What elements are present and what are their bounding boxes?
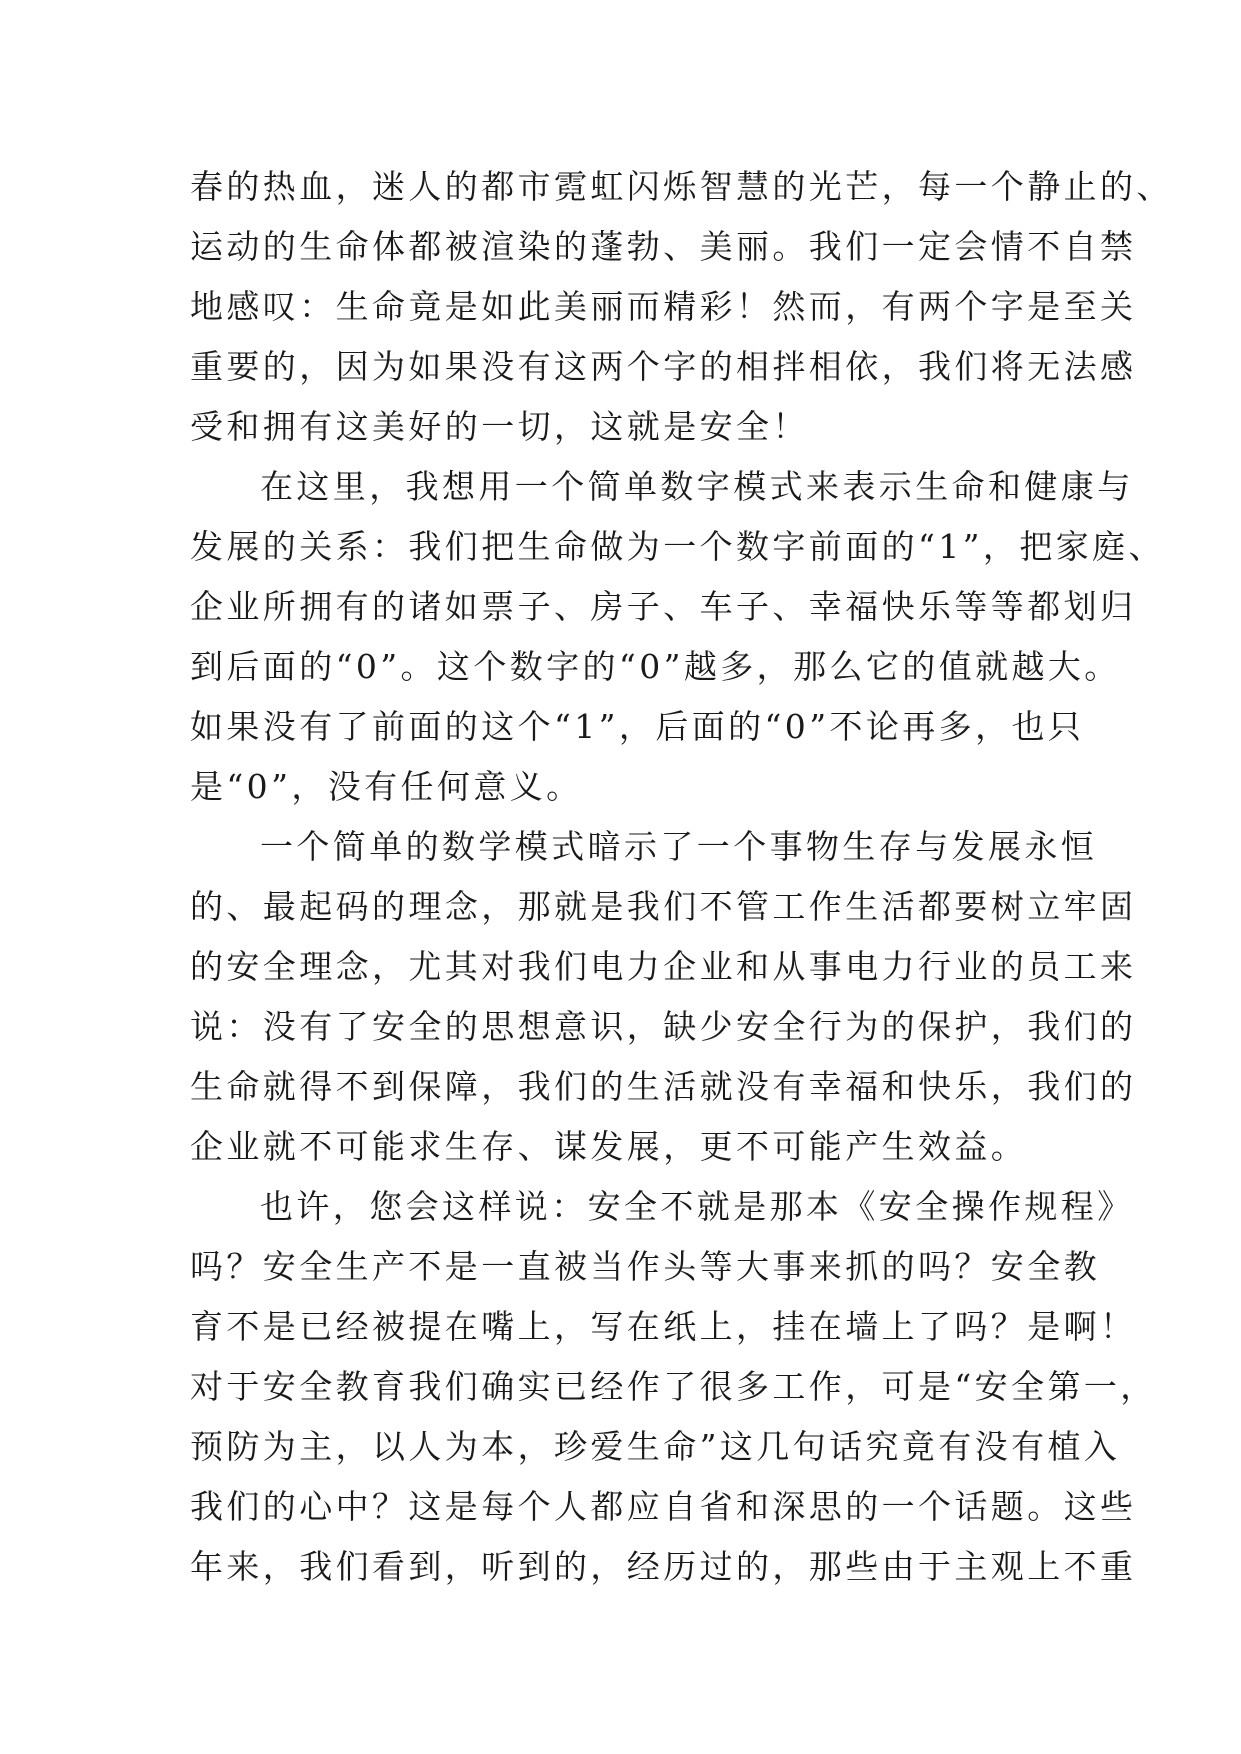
text-line: 我们的心中？这是每个人都应自省和深思的一个话题。这些 [190,1487,1137,1526]
paragraph-start-line: 在这里，我想用一个简单数字模式来表示生命和健康与 [260,467,1134,506]
paragraph-start-line: 一个简单的数学模式暗示了一个事物生存与发展永恒 [260,827,1098,866]
text-line: 说：没有了安全的思想意识，缺少安全行为的保护，我们的 [190,1007,1137,1046]
text-line: 企业就不可能求生存、谋发展，更不可能产生效益。 [190,1127,1028,1166]
text-line: 的、最起码的理念，那就是我们不管工作生活都要树立牢固 [190,887,1137,926]
text-line: 生命就得不到保障，我们的生活就没有幸福和快乐，我们的 [190,1067,1137,1106]
text-line: 吗？安全生产不是一直被当作头等大事来抓的吗？安全教 [190,1247,1100,1286]
text-line: 是“0”，没有任何意义。 [190,767,583,806]
text-line: 地感叹：生命竟是如此美丽而精彩！然而，有两个字是至关 [190,287,1137,326]
body-text [190,157,1173,1597]
text-line: 运动的生命体都被渲染的蓬勃、美丽。我们一定会情不自禁 [190,227,1137,266]
text-line: 春的热血，迷人的都市霓虹闪烁智慧的光芒，每一个静止的、 [190,167,1173,206]
text-line: 年来，我们看到，听到的，经历过的，那些由于主观上不重 [190,1547,1137,1586]
text-line: 企业所拥有的诸如票子、房子、车子、幸福快乐等等都划归 [190,587,1137,626]
text-line: 的安全理念，尤其对我们电力企业和从事电力行业的员工来 [190,947,1137,986]
text-line: 发展的关系：我们把生命做为一个数字前面的“1”，把家庭、 [190,527,1165,566]
text-line: 受和拥有这美好的一切，这就是安全！ [190,407,809,446]
text-line: 如果没有了前面的这个“1”，后面的“0”不论再多，也只 [190,707,1085,746]
paragraph-start-line: 也许，您会这样说：安全不就是那本《安全操作规程》 [260,1187,1134,1226]
text-line: 对于安全教育我们确实已经作了很多工作，可是“安全第一， [190,1367,1157,1406]
text-line: 到后面的“0”。这个数字的“0”越多，那么它的值就越大。 [190,647,1121,686]
text-line: 预防为主，以人为本，珍爱生命”这几句话究竟有没有植入 [190,1427,1121,1466]
text-line: 重要的，因为如果没有这两个字的相拌相依，我们将无法感 [190,347,1137,386]
text-line: 育不是已经被提在嘴上，写在纸上，挂在墙上了吗？是啊！ [190,1307,1137,1346]
